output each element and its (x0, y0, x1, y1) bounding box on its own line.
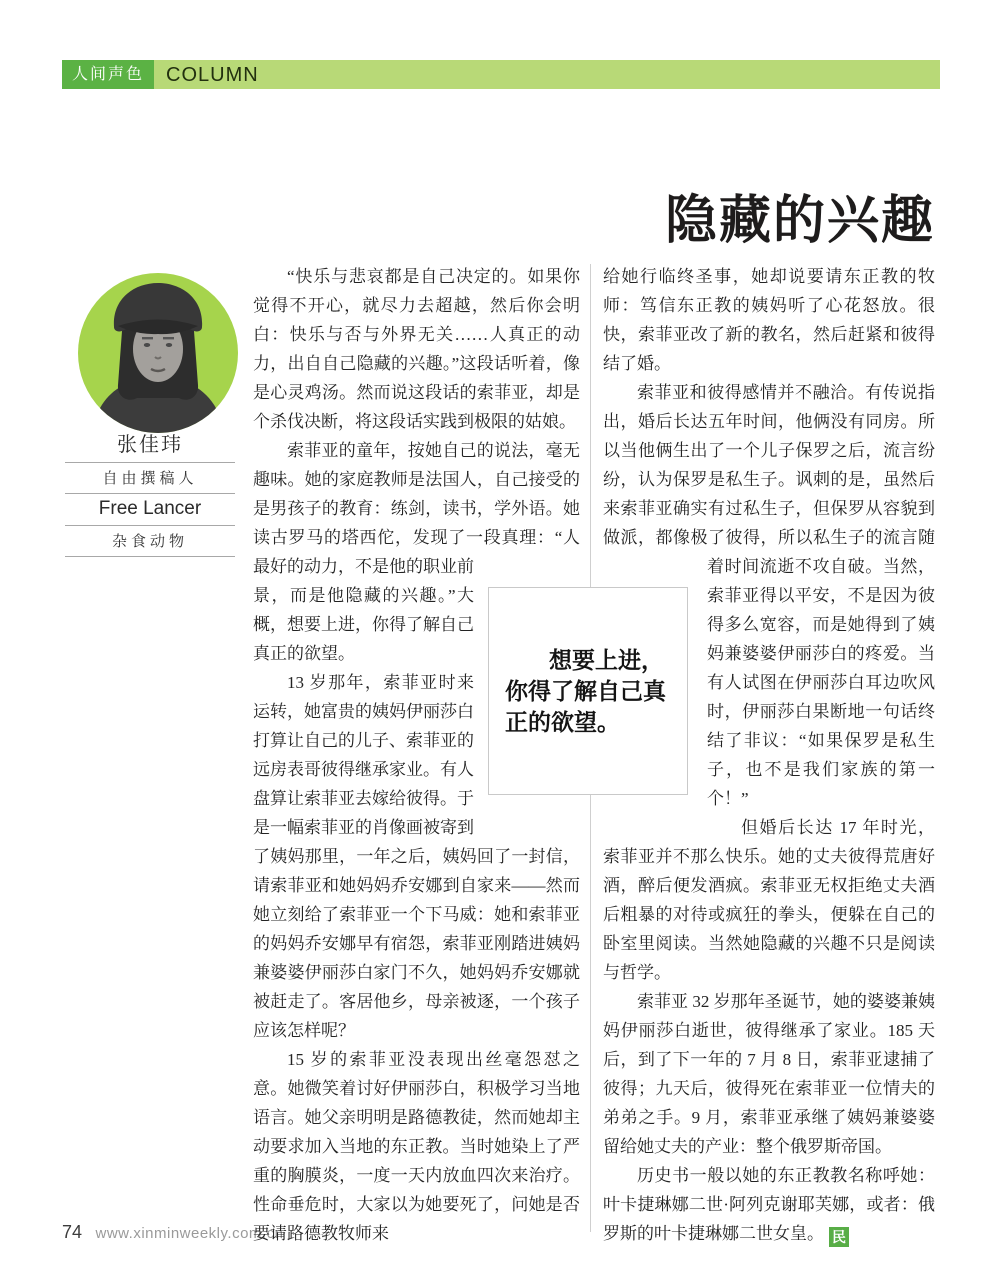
body-paragraph-text: 历史书一般以她的东正教教名称呼她：叶卡捷琳娜二世·阿列克谢耶芙娜，或者：俄罗斯的叶卡捷琳娜二世女皇。 (603, 1166, 935, 1243)
body-paragraph: “快乐与悲哀都是自己决定的。如果你觉得不开心，就尽力去超越，然后你会明白：快乐与否与外界无关……人真正的动力，出自自己隐藏的兴趣。”这段话听着，像是心灵鸡汤。然而说这段话的索菲亚，却是个杀伐决断，将这段话实践到极限的姑娘。 (253, 267, 580, 431)
body-paragraph: 索菲亚和彼得感情并不融洽。有传说指出，婚后长达五年时间，他俩没有同房。所以当他俩生出了一个儿子保罗之后，流言纷纷，认为保罗是私生子。讽刺的是，虽然后来索菲亚确实有过私生子，但保罗从容貌到做派，都像极了彼得，所以私生子的流言随着时间流逝不攻自破。当然，索菲亚得以平安，不是因为彼得多么宽容，而是她得到了姨妈兼婆婆伊丽莎白的疼爱。当有人试图在伊丽莎白耳边吹风时，伊丽莎白果断地一句话终结了非议：“如果保罗是私生子，也不是我们家族的第一个！” (603, 383, 935, 808)
portrait-illustration (78, 273, 238, 433)
body-paragraph: 13 岁那年，索菲亚时来运转，她富贵的姨妈伊丽莎白打算让自己的儿子、索菲亚的远房表哥彼得继承家业。有人盘算让索菲亚去嫁给彼得。于是一幅索菲亚的肖像画被寄到了姨妈那里，一年之后，姨妈回了一封信，请索菲亚和她妈妈乔安娜到自家来——然而她立刻给了索菲亚一个下马威：她和索菲亚的妈妈乔安娜早有宿怨，索菲亚刚踏进姨妈兼婆婆伊丽莎白家门不久，她妈妈乔安娜就被赶走了。客居他乡，母亲被逐，一个孩子应该怎样呢？ (253, 673, 580, 1040)
body-paragraph: 15 岁的索菲亚没表现出丝毫怨怼之意。她微笑着讨好伊丽莎白，积极学习当地语言。她父亲明明是路德教徒，然而她却主动要求加入当地的东正教。当时她染上了严重的胸膜炎，一度一天内放血四次来治疗。性命垂危时，大家以为她要死了，问她是否要请路德教牧师来 (253, 1050, 580, 1243)
body-paragraph: 索菲亚 32 岁那年圣诞节，她的婆婆兼姨妈伊丽莎白逝世，彼得继承了家业。185 天后，到了下一年的 7 月 8 日，索菲亚逮捕了彼得；九天后，彼得死在索菲亚一位情夫的弟弟之手。9 月，索菲亚承继了姨妈兼婆婆留给她丈夫的产业：整个俄罗斯帝国。 (603, 992, 935, 1156)
section-badge: 人间声色 (62, 60, 154, 89)
pull-quote-line: 正的欲望。 (505, 709, 620, 735)
author-tagline: 杂食动物 (65, 526, 235, 557)
author-title-cn: 自由撰稿人 (65, 463, 235, 494)
section-header-bar (62, 60, 940, 89)
website-url: www.xinminweekly.com.cn (95, 1225, 284, 1242)
author-info (65, 424, 235, 557)
pull-quote-line: 想要上进， (549, 647, 664, 673)
author-photo (78, 273, 238, 433)
body-paragraph: 但婚后长达 17 年时光，索菲亚并不那么快乐。她的丈夫彼得荒唐好酒，醉后便发酒疯。索菲亚无权拒绝丈夫酒后粗暴的对待或疯狂的拳头，便躲在自己的卧室里阅读。当然她隐藏的兴趣不只是阅读与哲学。 (603, 818, 935, 982)
page-number: 74 (62, 1222, 83, 1242)
author-name: 张佳玮 (65, 424, 235, 463)
column-label: COLUMN (166, 64, 259, 86)
body-paragraph: 给她行临终圣事，她却说要请东正教的牧师：笃信东正教的姨妈听了心花怒放。很快，索菲亚改了新的教名，然后赶紧和彼得结了婚。 (603, 267, 935, 373)
author-title-en: Free Lancer (65, 494, 235, 526)
article-end-mark-icon: 民 (829, 1227, 849, 1247)
page-footer (62, 1222, 283, 1243)
body-paragraph (603, 1161, 935, 1248)
pull-quote-box (488, 587, 688, 795)
article-title: 隐藏的兴趣 (664, 193, 935, 250)
body-paragraph: 索菲亚的童年，按她自己的说法，毫无趣味。她的家庭教师是法国人，自己接受的是男孩子的教育：练剑，读书，学外语。她读古罗马的塔西佗，发现了一段真理：“人最好的动力，不是他的职业前景，而是他隐藏的兴趣。”大概，想要上进，你得了解自己真正的欲望。 (253, 441, 580, 663)
pull-quote-line: 你得了解自己真 (505, 678, 666, 704)
